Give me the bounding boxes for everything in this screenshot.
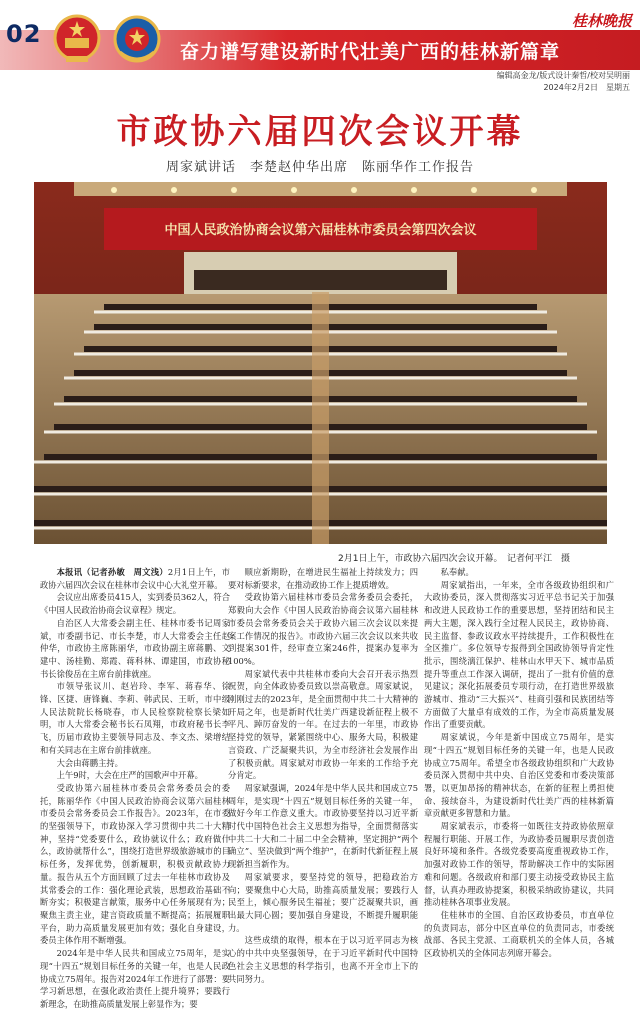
article-subheadline: 周家斌讲话 李楚赵仲华出席 陈丽华作工作报告 [165,160,474,175]
article-paragraph [424,566,614,579]
paragraph-text: 自治区人大常委会副主任、桂林市委书记周家斌，市委副书记、市长李楚，市人大常委会主任赵仲华，市政协主席陈丽华，市政协副主席蒋鹏、文建中、汤桂勤、郑霞、蒋科林、谭建国，市政协秘书长徐俊岳在主席台前排就座。 [40,617,230,679]
paragraph-text: 周家斌说，今年是新中国成立75周年，是实现“十四五”规划目标任务的关键一年，也是人民政协成立75周年。希望全市各级政协组织和广大政协委员深入贯彻中共中央、自治区党委和市委决策部署，以更加昂扬的精神状态，在新的征程上勇担使命、接续奋斗，为建设新时代壮美广西的桂林新篇章贡献更多智慧和力量。 [424,732,614,819]
paragraph-text: 受政协第六届桂林市委员会常务委员会委托，郑毅向大会作《中国人民政治协商会议第六届桂林市委员会常务委员会关于政协六届三次会议以来提案工作情况的报告》。市政协六届三次会议以来共收到提案301件，经审查立案246件，提案办复率为100%。 [228,592,418,666]
paragraph-text: 市领导张议川、赵岩玲、李军、蒋春华、徐锋、区捷、唐锋巍、李莉、韩武民、王昕，市中级人民法院院长杨晓春，市人民检察院检察长梁如明，市人大常委会秘书长石凤翔，市政府秘书长李飞，历届市政协主要领导同志及、李文杰、梁增结和有关同志在主席台前排就座。 [40,681,230,755]
article-paragraph [228,934,418,985]
paragraph-text: 周家斌要求，要坚持党的领导，把稳政治方向；要聚焦中心大局，助推高质量发展；要践行人民至上，倾心服务民生福祉；要广泛凝聚共识，画出最大同心圆；要加强自身建设，不断提升履职能力。 [228,871,418,933]
banner-meta [497,70,630,94]
article-paragraph [228,782,418,871]
paragraph-text: 2月1日上午，市政协六届四次会议在桂林市会议中心大礼堂开幕。 [40,567,230,590]
newspaper-name: 桂林晚报 [571,12,632,30]
article-paragraph [40,769,230,782]
article-paragraph [40,680,230,756]
paragraph-text: 大会由蒋鹏主持。 [56,757,123,768]
article-paragraph [40,566,230,591]
article-paragraph [424,731,614,820]
paragraph-text: 这些成绩的取得，根本在于以习近平同志为核心的中共中央坚强领导，在于习近平新时代中国特色社会主义思想的科学指引，也离不开全市上下的共同努力。 [228,935,418,984]
article-paragraph [40,947,230,1011]
article-column-2 [228,566,418,984]
paragraph-text: 上午9时，大会在庄严的国歌声中开幕。 [56,770,203,781]
article-column-1 [40,566,230,1009]
page-banner [0,0,640,92]
article-paragraph [424,909,614,960]
paragraph-text: 私奉献。 [440,567,474,577]
photo-banner-text: 中国人民政治协商会议第六届桂林市委员会第四次会议 [164,223,477,238]
page-number: 02 [6,20,42,48]
issue-date: 2024年2月2日 星期五 [543,83,630,92]
article-paragraph [40,617,230,681]
paragraph-text: 2024年是中华人民共和国成立75周年，是实现“十四五”规划目标任务的关键一年，也是人民政协成立75周年。报告对2024年工作进行了部署：要学习新思想，在强化政治责任上提升境界；要践行新理念，在助推高质量发展上彰显作为；要 [40,948,230,1009]
editor-credits: 编辑高金龙/版式设计秦哲/校对吴明丽 [496,71,630,80]
banner-slogan: 奋力谱写建设新时代壮美广西的桂林新篇章 [180,41,561,63]
paragraph-text: 受政协第六届桂林市委员会常务委员会的委托，陈丽华作《中国人民政治协商会议第六届桂林市委员会常务委员会工作报告》。2023年，在市委的坚强领导下，市政协深入学习贯彻中共二十大精神，坚持“党委要什么，政协就议什么；政府做什么，政协就帮什么”，围绕打造世界级旅游城市的目标任务，发挥优势，创新履职，积极贡献政协力量。报告从五个方面回顾了过去一年桂林市政协及其常委会的工作：强化理论武装，思想政治基础不断夯实；积极建言献策，服务中心任务展现有为；聚焦主责主业，建言资政质量不断提高；拓展履职平台，助力高质量发展更加有效；强化自身建设，委员主体作用不断增强。 [40,782,230,946]
article-paragraph [228,668,418,782]
cppcc-emblem-icon [112,12,162,68]
photo-caption: 2月1日上午，市政协六届四次会议开幕。 记者何平江 摄 [338,554,570,564]
conference-hall-photo [34,182,607,544]
article-paragraph [40,591,230,616]
paragraph-text: 周家斌表示，市委将一如既往支持政协依照章程履行职能、开展工作，为政协委员履职尽责创造良好环境和条件。各级党委要高度重视政协工作，加强对政协工作的领导，帮助解决工作中的实际困难和问题。各级政府和部门要主动接受政协民主监督，认真办理政协提案，积极采纳政协建议，共同推动桂林各项事业发展。 [424,821,614,908]
paragraph-text: 会议应出席委员415人，实到委员362人，符合《中国人民政治协商会议章程》规定。 [40,592,230,616]
article-column-3 [424,566,614,959]
article-paragraph [40,782,230,947]
article-paragraph [424,820,614,909]
paragraph-text: 顺应新期盼，在增进民生福祉上持续发力；四要对标新要求，在推动政协工作上提质增效。 [228,567,418,590]
paragraph-text: 周家斌指出，一年来，全市各级政协组织和广大政协委员，深入贯彻落实习近平总书记关于加强和改进人民政协工作的重要思想，坚持团结和民主两大主题，深入践行全过程人民民主，政协协商、民主监督、参政议政水平持续提升，工作积极性在全区推广。多位领导专报得到全国政协领导肯定性批示，围绕漓江保护、桂林山水甲天下、城市品质提升等重点工作深入调研，提出了一批有价值的意见建议；深化拓展委员专项行动，在打造世界级旅游城市、推动“三大振兴”、桂商引强和民族团结等方面做了大量卓有成效的工作，为全市高质量发展作出了重要贡献。 [424,579,614,730]
article-paragraph [40,757,230,770]
dateline: 本报讯（记者孙敏 周文浅） [56,567,168,577]
article-paragraph [228,591,418,667]
paragraph-text: 周家斌强调，2024年是中华人民共和国成立75周年，是实现“十四五”规划目标任务的关键一年，做好今年工作意义重大。市政协要坚持以习近平新时代中国特色社会主义思想为指导，全面贯彻落实中共二十大和二十届二中全会精神，坚定拥护“两个确立”、坚决做到“两个维护”，在新时代新征程上展现新担当新作为。 [228,782,418,870]
paragraph-text: 住桂林市的全国、自治区政协委员，市直单位的负责同志，部分中区直单位的负责同志，市委统战部、各民主党派、工商联机关的全体人员，各城区政协机关的全体同志列席开幕会。 [424,909,614,959]
article-paragraph [228,871,418,935]
article-paragraph [228,566,418,591]
national-emblem-icon [52,12,102,68]
paragraph-text: 周家斌代表中共桂林市委向大会召开表示热烈祝贺，向全体政协委员致以崇高敬意。周家斌说，刚刚过去的2023年，是全面贯彻中共二十大精神的开局之年，也是新时代壮美广西建设新征程上极不平凡、踔厉奋发的一年。在过去的一年里，市政协坚持党的领导，紧紧围绕中心、服务大局，积极建言资政、广泛凝聚共识，为全市经济社会发展作出了积极贡献。周家斌对市政协一年来的工作给予充分肯定。 [228,668,418,781]
article-paragraph [424,579,614,731]
article-headline: 市政协六届四次会议开幕 [116,112,524,152]
